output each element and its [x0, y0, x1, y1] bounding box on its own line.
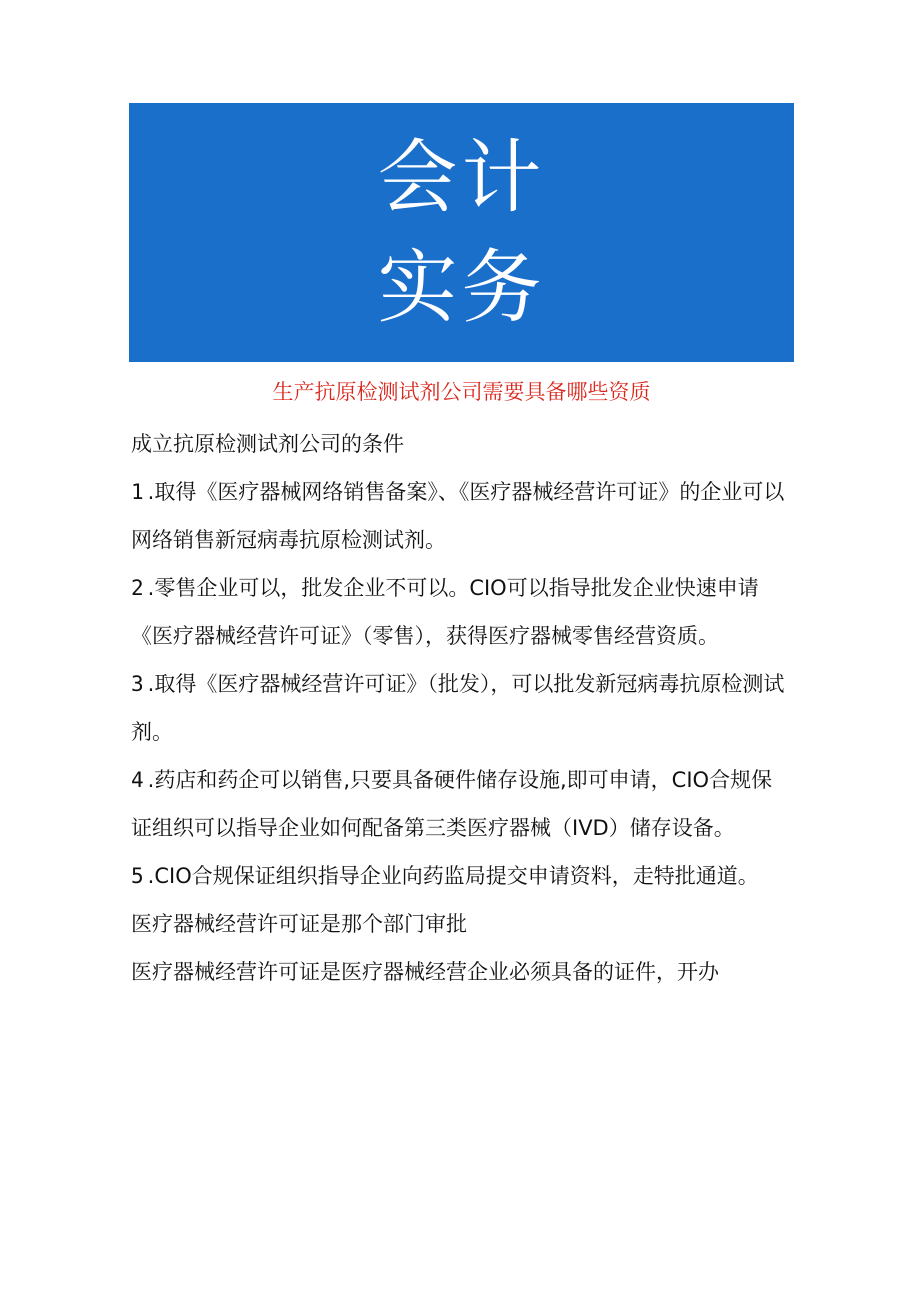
title-banner	[129, 103, 794, 362]
item-text: .药店和药企可以销售,只要具备硬件储存设施,即可申请，CIO合规保证组织可以指导企业如何配备第三类医疗器械（IVD）储存设备。	[131, 768, 773, 840]
item-number: 1	[131, 480, 144, 504]
list-item-2	[131, 564, 793, 660]
article-body	[131, 420, 793, 996]
list-item-5	[131, 852, 793, 900]
item-text: .取得《医疗器械经营许可证》（批发），可以批发新冠病毒抗原检测试剂。	[131, 672, 785, 744]
item-number: 3	[131, 672, 144, 696]
section-paragraph: 医疗器械经营许可证是医疗器械经营企业必须具备的证件，开办	[131, 960, 719, 984]
item-text: .零售企业可以，批发企业不可以。CIO可以指导批发企业快速申请《医疗器械经营许可证》（零售），获得医疗器械零售经营资质。	[131, 576, 759, 648]
banner-line-1: 会计	[377, 130, 546, 224]
item-number: 4	[131, 768, 144, 792]
item-text: .取得《医疗器械网络销售备案》、《医疗器械经营许可证》的企业可以网络销售新冠病毒抗原检测试剂。	[131, 480, 785, 552]
item-text: .CIO合规保证组织指导企业向药监局提交申请资料，走特批通道。	[147, 864, 759, 888]
item-number: 5	[131, 864, 144, 888]
list-item-1	[131, 468, 793, 564]
item-number: 2	[131, 576, 144, 600]
list-item-3	[131, 660, 793, 756]
section-heading-conditions: 成立抗原检测试剂公司的条件	[131, 432, 404, 456]
banner-line-2: 实务	[377, 240, 546, 334]
article-title: 生产抗原检测试剂公司需要具备哪些资质	[272, 380, 651, 404]
list-item-4	[131, 756, 793, 852]
section-heading-approval: 医疗器械经营许可证是那个部门审批	[131, 912, 467, 936]
